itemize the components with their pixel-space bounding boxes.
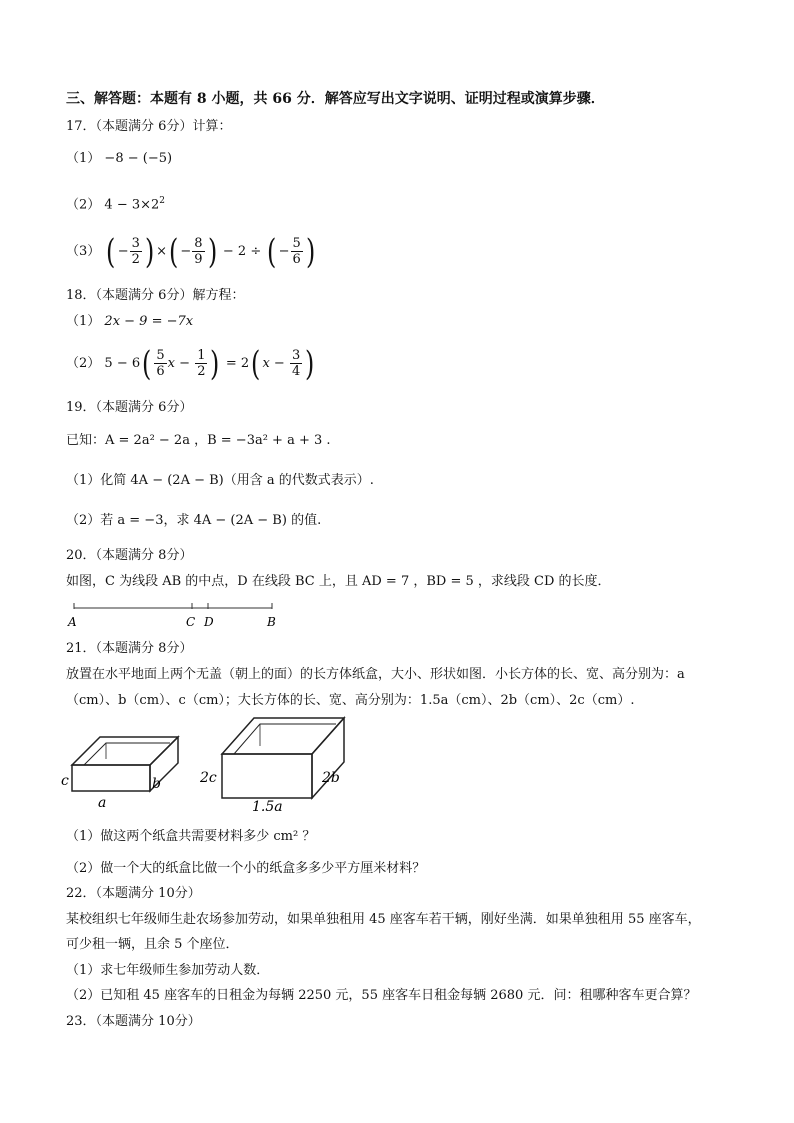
q19-part1: （1）化简 4A − (2A − B)（用含 a 的代数式表示）.	[66, 473, 374, 488]
q18-frac-2: $\frac{1}{2}$	[197, 348, 206, 379]
big-box-inner-rim	[234, 724, 336, 754]
q18-part1-expr: 2x − 9 = −7x	[104, 314, 194, 329]
q19-part2: （2）若 a = −3，求 4A − (2A − B) 的值.	[66, 513, 322, 528]
q22-line2: 可少租一辆，且余 5 个座位．	[66, 937, 239, 952]
q19-given: 已知：A = 2a² − 2a ，B = −3a² + a + 3 .	[66, 433, 331, 448]
q17-mid-text: − 2 ÷	[222, 244, 262, 259]
q18-part2-lead: 5 − 6	[104, 356, 141, 371]
q18-part1-label: （1）	[66, 314, 101, 329]
q18-part2: （2） 5 − 6( $\frac{5}{6}$ x − $\frac{1}{2}$ ) = 2( x − $\frac{3}{4}$ )	[66, 343, 315, 384]
q17-frac-1: $\frac{3}{2}$	[131, 236, 140, 267]
q17-part3: （3） ( − $\frac{3}{2}$ ) ×( − $\frac{8}{9}$ ) − 2 ÷ ( − $\frac{5}{6}$ )	[66, 231, 316, 272]
big-box-c: 2c	[200, 770, 217, 786]
q18-frac-3: $\frac{3}{4}$	[291, 348, 301, 379]
small-box-c: c	[61, 773, 69, 789]
small-box-diagram	[60, 725, 185, 810]
q21-line1: 放置在水平地面上两个无盖（朝上的面）的长方体纸盒，大小、形状如图．小长方体的长、宽、高分别为：a	[66, 667, 685, 682]
q17-part2-label: （2）	[66, 197, 101, 213]
q22-line1: 某校组织七年级师生赴农场参加劳动，如果单独租用 45 座客车若干辆，刚好坐满．如果单独租用 55 座客车，	[66, 912, 701, 927]
q18-frac-1: $\frac{5}{6}$	[156, 348, 165, 379]
small-box-inner-rim	[84, 743, 170, 765]
segment-diagram	[60, 596, 290, 632]
q17-frac-3: $\frac{5}{6}$	[292, 236, 301, 267]
q18-eq-text: = 2	[225, 356, 250, 371]
small-box-a: a	[98, 795, 107, 810]
q17-part1-label: （1）	[66, 151, 101, 166]
q17-part2	[66, 192, 165, 214]
q20-text: 如图，C 为线段 AB 的中点，D 在线段 BC 上，且 AD = 7 ，BD = 5 ，求线段 CD 的长度．	[66, 574, 611, 589]
q18-part1	[66, 313, 193, 331]
q17-part2-expr: 4 − 3×2	[104, 197, 160, 213]
label-c: C	[186, 615, 196, 629]
big-box-top	[222, 718, 344, 754]
q17-part3-label: （3）	[66, 244, 101, 259]
q17-part1-expr: −8 − (−5)	[104, 151, 173, 166]
q17-part1	[66, 150, 172, 168]
section-heading: 三、解答题：本题有 8 小题，共 66 分．解答应写出文字说明、证明过程或演算步骤．	[66, 91, 605, 107]
label-a: A	[68, 615, 77, 629]
q18-part2-label: （2）	[66, 356, 101, 371]
small-box-b: b	[152, 776, 161, 792]
big-box-front	[222, 754, 312, 798]
big-box-a: 1.5a	[252, 799, 283, 815]
q19-header: 19．（本题满分 6分）	[66, 400, 193, 415]
big-box-diagram	[198, 710, 358, 815]
big-box-b: 2b	[322, 770, 340, 786]
q22-header: 22．（本题满分 10分）	[66, 886, 201, 901]
q21-header: 21．（本题满分 8分）	[66, 641, 193, 656]
q17-part2-exponent: 2	[159, 196, 166, 206]
q18-header: 18．（本题满分 6分）解方程：	[66, 288, 245, 303]
q20-header: 20．（本题满分 8分）	[66, 548, 193, 563]
small-box-front	[72, 765, 150, 791]
q21-part2: （2）做一个大的纸盒比做一个小的纸盒多多少平方厘米材料？	[66, 861, 426, 876]
q21-line2: （cm）、b（cm）、c（cm）；大长方体的长、宽、高分别为：1.5a（cm）、2b（cm）、2c（cm）.	[66, 693, 635, 708]
q23-header: 23．（本题满分 10分）	[66, 1014, 201, 1029]
big-box-side	[312, 718, 344, 798]
q22-part1: （1）求七年级师生参加劳动人数．	[66, 963, 270, 978]
label-b: B	[267, 615, 276, 629]
q17-frac-2: $\frac{8}{9}$	[194, 236, 203, 267]
q21-part1: （1）做这两个纸盒共需要材料多少 cm² ？	[66, 829, 316, 844]
q17-header: 17．（本题满分 6分）计算：	[66, 119, 232, 134]
label-d: D	[204, 615, 214, 629]
q22-part2: （2）已知租 45 座客车的日租金为每辆 2250 元，55 座客车日租金每辆 2680 元．问：租哪种客车更合算？	[66, 988, 697, 1003]
